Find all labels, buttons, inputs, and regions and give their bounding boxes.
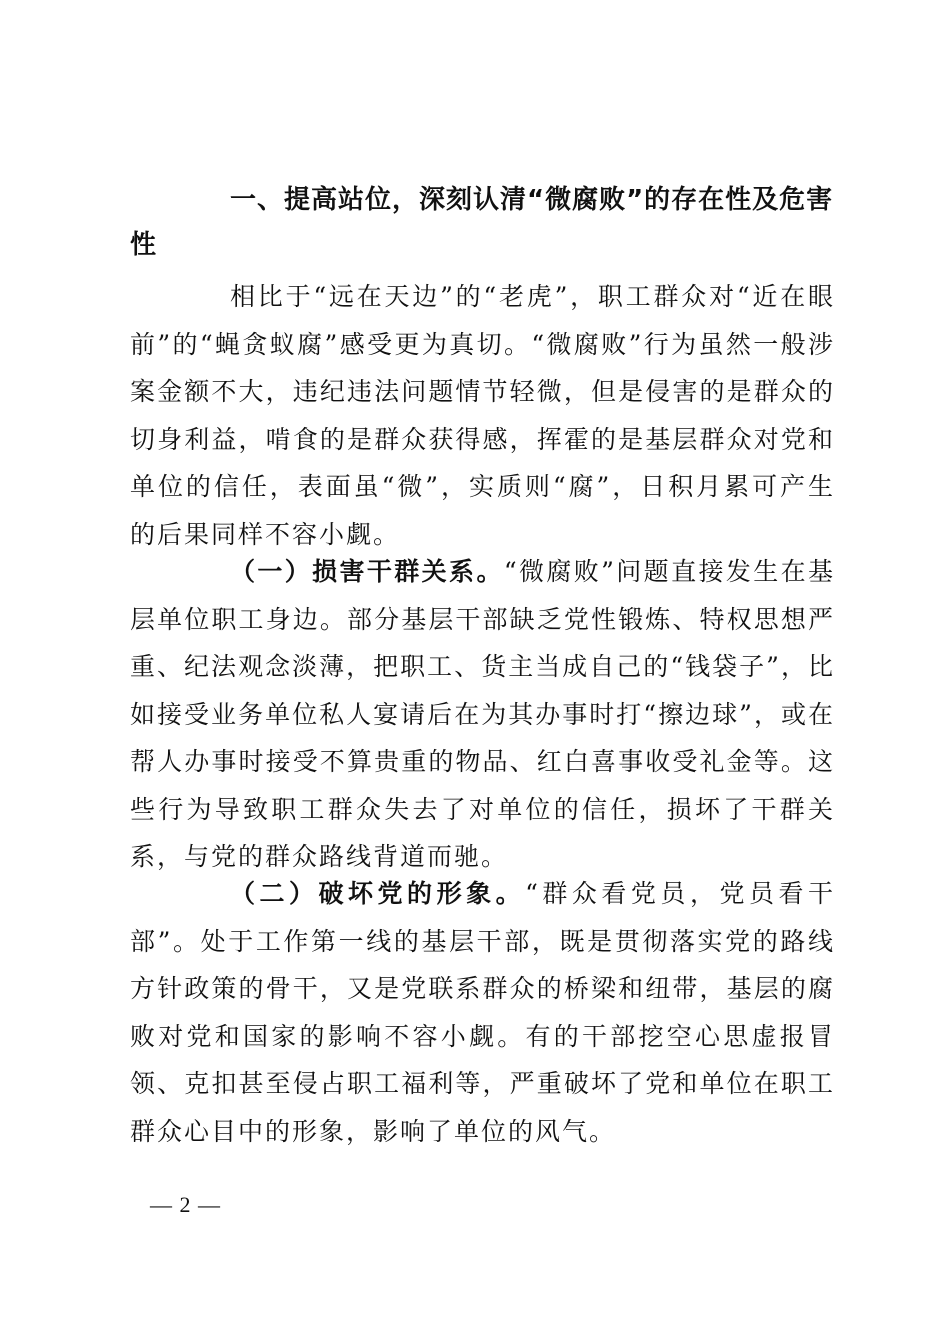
paragraph-3-text: “群众看党员，党员看干部”。处于工作第一线的基层干部，既是贯彻落实党的路线方针政策的骨干，又是党联系群众的桥梁和纽带，基层的腐败对党和国家的影响不容小觑。有的干部挖空心思虚报冒领、克扣甚至侵占职工福利等，严重破坏了党和单位在职工群众心目中的形象，影响了单位的风气。 [130, 879, 835, 1146]
page-number: — 2 — [150, 1192, 221, 1217]
paragraph-3 [130, 870, 835, 1155]
paragraph-2 [130, 548, 835, 881]
paragraph-1-text: 相比于“远在天边”的“老虎”，职工群众对“近在眼前”的“蝇贪蚁腐”感受更为真切。“微腐败”行为虽然一般涉案金额不大，违纪违法问题情节轻微，但是侵害的是群众的切身利益，啃食的是群众获得感，挥霍的是基层群众对党和单位的信任，表面虽“微”，实质则“腐”，日积月累可产生的后果同样不容小觑。 [130, 282, 835, 549]
paragraph-2-text: “微腐败”问题直接发生在基层单位职工身边。部分基层干部缺乏党性锻炼、特权思想严重、纪法观念淡薄，把职工、货主当成自己的“钱袋子”，比如接受业务单位私人宴请后在为其办事时打“擦边球”，或在帮人办事时接受不算贵重的物品、红白喜事收受礼金等。这些行为导致职工群众失去了对单位的信任，损坏了干群关系，与党的群众路线背道而驰。 [130, 557, 835, 871]
paragraph-1 [130, 273, 835, 558]
paragraph-2-lead: （一）损害干群关系。 [230, 557, 504, 586]
paragraph-3-lead: （二）破坏党的形象。 [230, 879, 526, 908]
section-heading: 一、提高站位，深刻认清“微腐败”的存在性及危害性 [130, 185, 834, 260]
